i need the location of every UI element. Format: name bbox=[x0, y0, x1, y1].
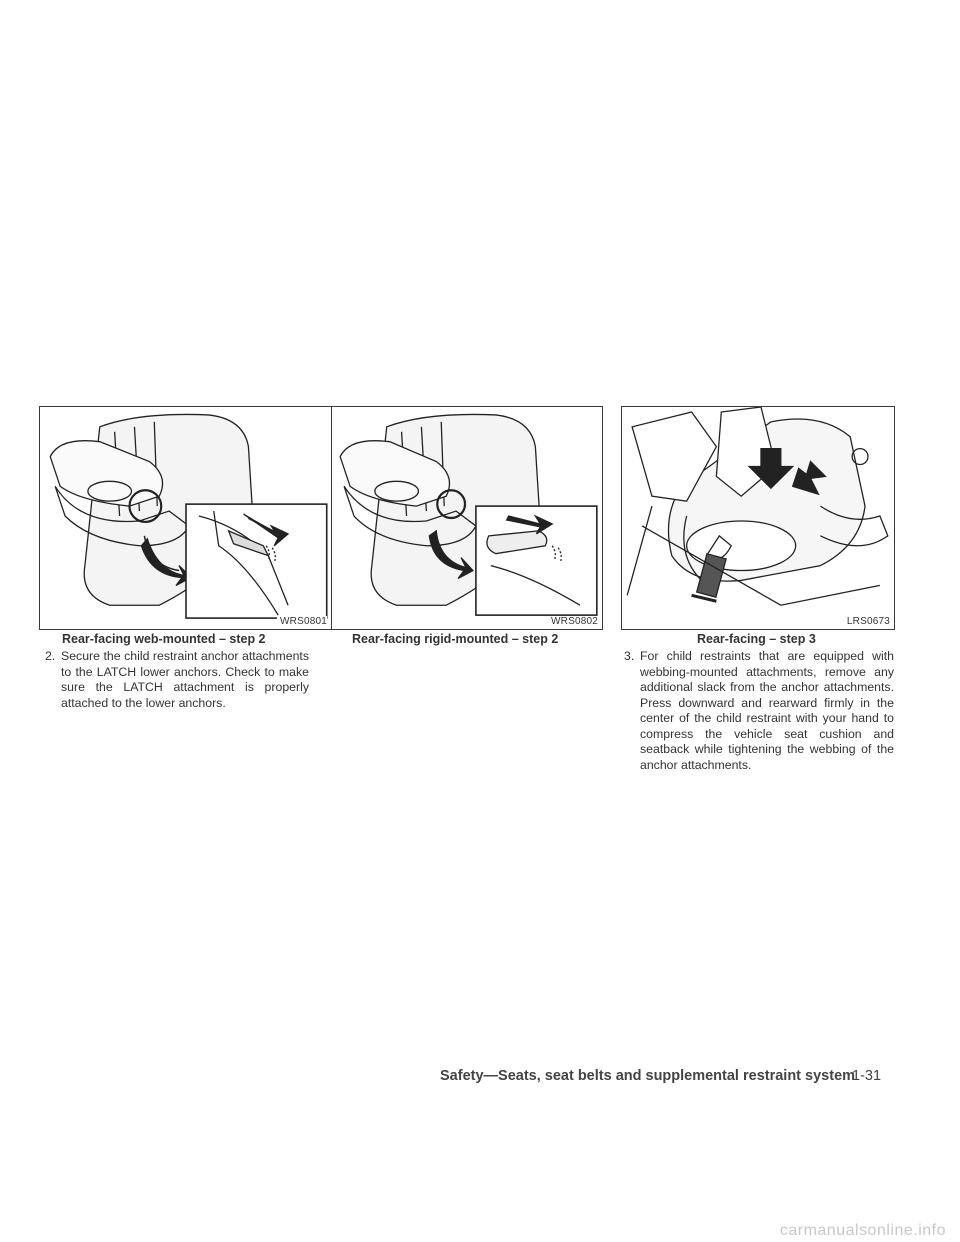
step-number: 2. bbox=[45, 649, 56, 663]
watermark: carmanualsonline.info bbox=[779, 1222, 946, 1239]
step-text: Secure the child restraint anchor attachments to the LATCH lower anchors. Check to make sure the LATCH attachment is properly attached to the lower anchors. bbox=[61, 649, 309, 710]
figure-caption: Rear-facing – step 3 bbox=[697, 632, 816, 646]
step-2-paragraph bbox=[45, 649, 309, 711]
step-number: 3. bbox=[624, 649, 635, 663]
step-text: For child restraints that are equipped with webbing-mounted attachments, remove any additional slack from the anchor attachments. Press downward and rearward firmly in the center of the child restraint with your hand to compress the vehicle seat cushion and seatback while tightening the webbing of the anchor attachments. bbox=[640, 649, 894, 772]
figure-caption: Rear-facing rigid-mounted – step 2 bbox=[352, 632, 559, 646]
figure-rigid-mounted bbox=[331, 406, 603, 630]
figure-code: WRS0802 bbox=[548, 616, 598, 627]
figure-code: LRS0673 bbox=[844, 616, 890, 627]
section-title: Safety—Seats, seat belts and supplemental restraint system bbox=[440, 1068, 856, 1084]
child-seat-rigid-mounted-illustration bbox=[332, 407, 602, 629]
child-seat-web-mounted-illustration bbox=[40, 407, 331, 629]
figure-code: WRS0801 bbox=[277, 616, 327, 627]
figure-caption: Rear-facing web-mounted – step 2 bbox=[62, 632, 266, 646]
step-3-paragraph bbox=[624, 649, 894, 773]
hand-pressing-child-seat-illustration bbox=[622, 407, 894, 629]
figure-web-mounted bbox=[39, 406, 332, 630]
figure-step-3 bbox=[621, 406, 895, 630]
page-number: 1-31 bbox=[852, 1068, 882, 1084]
